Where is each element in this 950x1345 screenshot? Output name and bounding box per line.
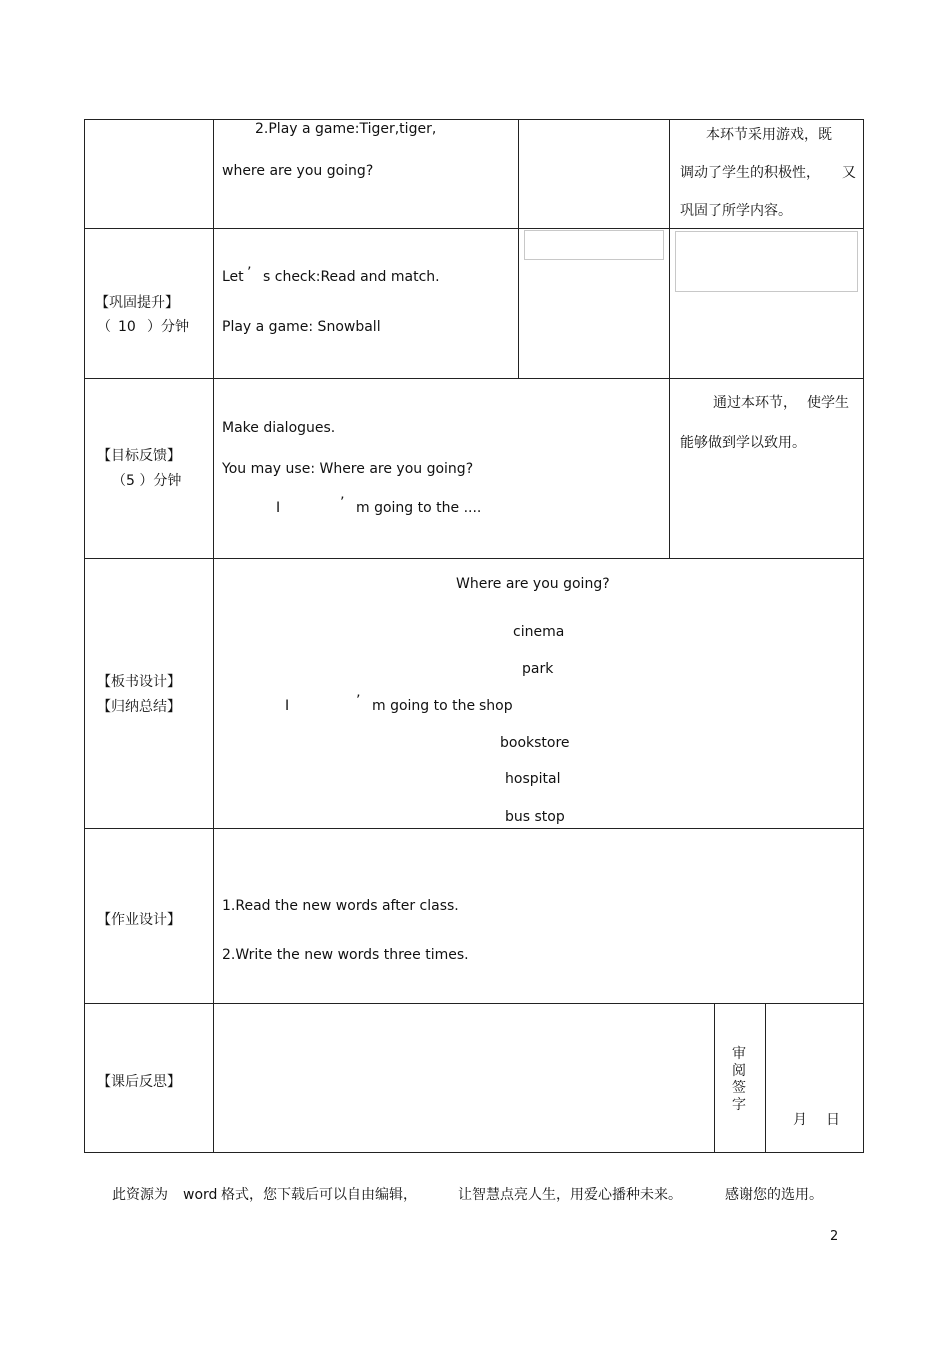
game-note-line-1: 本环节采用游戏，既 [706, 127, 832, 143]
table-border-left [84, 119, 85, 1153]
review-signature-label: 审阅签字 [732, 1046, 746, 1113]
snowball-text: Play a game: Snowball [222, 319, 381, 335]
column-divider [765, 1003, 766, 1153]
homework-item-1: 1.Read the new words after class. [222, 898, 459, 914]
game-note-line-2-end: 又 [842, 165, 856, 181]
month-label: 月 [793, 1112, 807, 1128]
day-label: 日 [826, 1112, 840, 1128]
board-sentence-apostrophe: ’ [356, 693, 361, 709]
feedback-label: 【目标反馈】 [97, 448, 181, 464]
row-divider [84, 1003, 864, 1004]
column-divider [518, 119, 519, 379]
going-text-a: I [276, 500, 281, 516]
going-text-apostrophe: ’ [340, 495, 345, 511]
table-border-top [84, 119, 864, 120]
footer-text-c: 让智慧点亮人生，用爱心播种未来。 [458, 1187, 682, 1203]
homework-label: 【作业设计】 [97, 912, 181, 928]
footer-text-b: 格式，您下载后可以自由编辑， [221, 1187, 417, 1203]
row-divider [84, 558, 864, 559]
board-label: 【板书设计】 [97, 674, 181, 690]
going-text-c: m going to the .... [356, 500, 482, 516]
consolidate-duration-close: ）分钟 [147, 319, 189, 335]
feedback-note-line-2: 能够做到学以致用。 [680, 435, 806, 451]
consolidate-label: 【巩固提升】 [95, 295, 179, 311]
row-divider [84, 378, 864, 379]
game-note-line-3: 巩固了所学内容。 [680, 203, 792, 219]
board-word-bookstore: bookstore [500, 735, 570, 751]
empty-text-box [524, 230, 664, 260]
row-divider [84, 828, 864, 829]
empty-text-box [675, 231, 858, 292]
footer-text-d: 感谢您的选用。 [725, 1187, 823, 1203]
feedback-duration: （5 ）分钟 [112, 473, 182, 489]
footer-text-word: word [183, 1187, 218, 1203]
check-text-c: s check:Read and match. [263, 269, 440, 285]
consolidate-duration-open: （ [97, 319, 111, 335]
board-word-busstop: bus stop [505, 809, 565, 825]
table-border-bottom [84, 1152, 864, 1153]
board-sentence-c: m going to the [372, 698, 476, 714]
board-word-hospital: hospital [505, 771, 561, 787]
page-number: 2 [830, 1229, 839, 1244]
board-sentence-a: I [285, 698, 290, 714]
column-divider [714, 1003, 715, 1153]
board-word-shop: shop [479, 698, 513, 714]
board-word-cinema: cinema [513, 624, 565, 640]
table-border-right [863, 119, 864, 1153]
homework-item-2: 2.Write the new words three times. [222, 947, 469, 963]
dialogues-text: Make dialogues. [222, 420, 336, 436]
check-text-apostrophe: ’ [247, 265, 252, 281]
board-heading: Where are you going? [456, 576, 610, 592]
game-note-line-2: 调动了学生的积极性， [680, 165, 820, 181]
summary-label: 【归纳总结】 [97, 699, 181, 715]
board-word-park: park [522, 661, 554, 677]
row-divider [84, 228, 864, 229]
check-text-a: Let [222, 269, 244, 285]
column-divider [213, 119, 214, 1153]
consolidate-duration-value: 10 [118, 319, 136, 335]
reflection-label: 【课后反思】 [97, 1074, 181, 1090]
may-use-text: You may use: Where are you going? [222, 461, 474, 477]
feedback-note-line-1: 通过本环节， [713, 395, 797, 411]
game-line-2: where are you going? [222, 163, 374, 179]
footer-text-a: 此资源为 [112, 1187, 168, 1203]
feedback-note-line-1-end: 使学生 [807, 395, 849, 411]
column-divider [669, 119, 670, 559]
game-line-1: 2.Play a game:Tiger,tiger, [255, 121, 437, 137]
